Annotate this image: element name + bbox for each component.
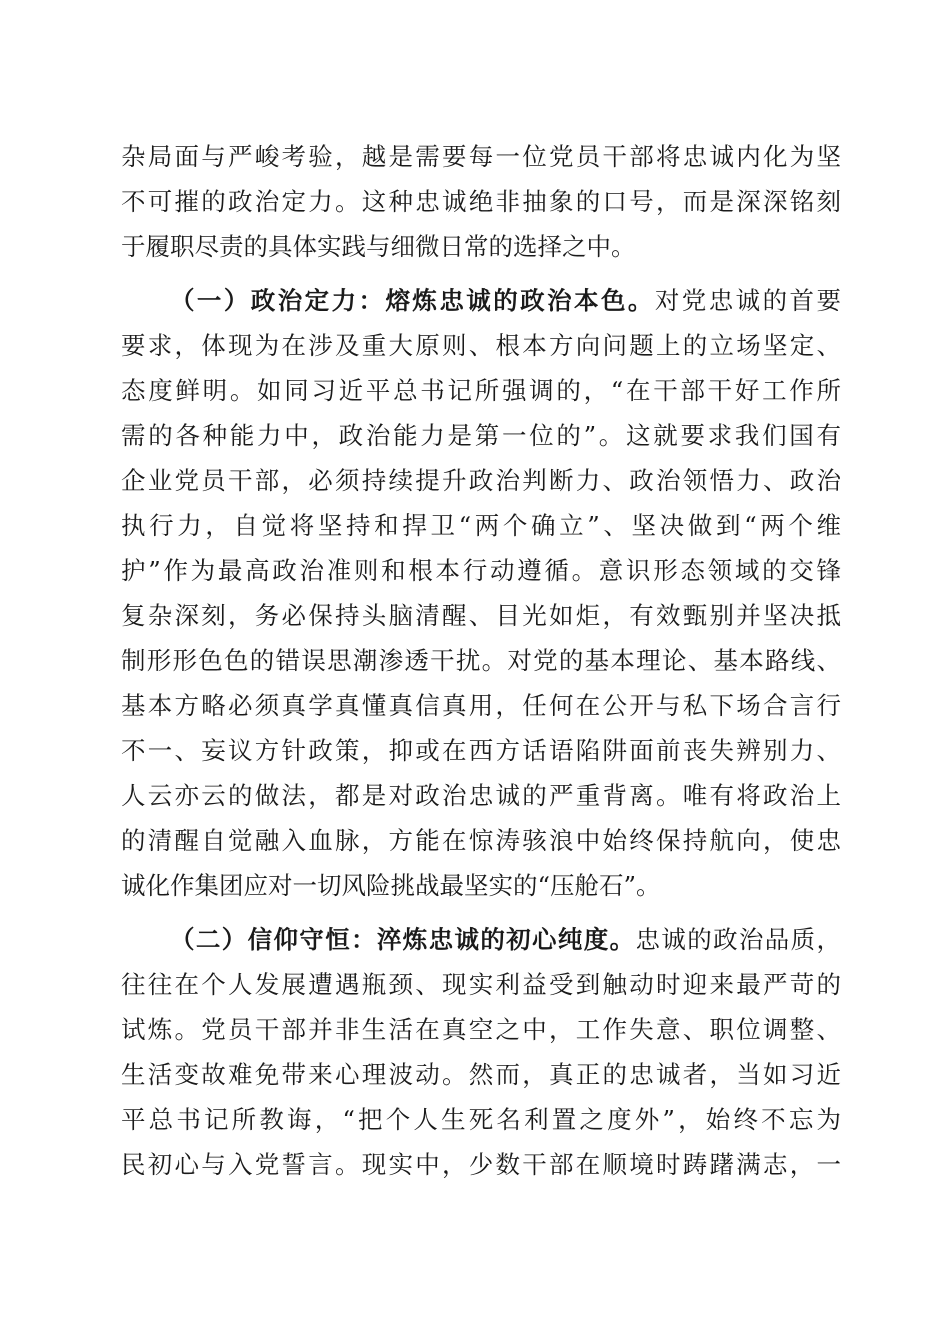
text-line: 于履职尽责的具体实践与细微日常的选择之中。 bbox=[121, 232, 636, 261]
text-line: 制形形色色的错误思潮渗透干扰。对党的基本理论、基本路线、 bbox=[121, 646, 841, 675]
text-line: 诚化作集团应对一切风险挑战最坚实的“压舱石”。 bbox=[121, 871, 661, 900]
text-line: 企业党员干部，必须持续提升政治判断力、政治领悟力、政治 bbox=[121, 466, 841, 495]
text-line: 基本方略必须真学真懂真信真用，任何在公开与私下场合言行 bbox=[121, 691, 841, 720]
text-line: 需的各种能力中，政治能力是第一位的”。这就要求我们国有 bbox=[121, 421, 841, 450]
text-line: 不可摧的政治定力。这种忠诚绝非抽象的口号，而是深深铭刻 bbox=[121, 187, 841, 216]
section-1-heading: （一）政治定力：熔炼忠诚的政治本色。 bbox=[170, 286, 655, 315]
text-span: 对党忠诚的首要 bbox=[654, 286, 841, 315]
text-line: 不一、妄议方针政策，抑或在西方话语陷阱面前丧失辨别力、 bbox=[121, 736, 841, 765]
text-line: 生活变故难免带来心理波动。然而，真正的忠诚者，当如习近 bbox=[121, 1060, 841, 1089]
text-line: 人云亦云的做法，都是对政治忠诚的严重背离。唯有将政治上 bbox=[121, 781, 841, 810]
text-line: 杂局面与严峻考验，越是需要每一位党员干部将忠诚内化为坚 bbox=[121, 142, 841, 171]
text-line: 平总书记所教诲，“把个人生死名利置之度外”，始终不忘为 bbox=[121, 1105, 841, 1134]
text-line: 的清醒自觉融入血脉，方能在惊涛骇浪中始终保持航向，使忠 bbox=[121, 826, 841, 855]
section-2-heading: （二）信仰守恒：淬炼忠诚的初心纯度。 bbox=[170, 925, 636, 954]
text-line: 试炼。党员干部并非生活在真空之中，工作失意、职位调整、 bbox=[121, 1015, 841, 1044]
text-line: 民初心与入党誓言。现实中，少数干部在顺境时踌躇满志，一 bbox=[121, 1150, 841, 1179]
text-line: 复杂深刻，务必保持头脑清醒、目光如炬，有效甄别并坚决抵 bbox=[121, 601, 841, 630]
text-line: 往往在个人发展遭遇瓶颈、现实利益受到触动时迎来最严苛的 bbox=[121, 970, 841, 999]
text-line: 执行力，自觉将坚持和捍卫“两个确立”、坚决做到“两个维 bbox=[121, 511, 841, 540]
text-line: 要求，体现为在涉及重大原则、根本方向问题上的立场坚定、 bbox=[121, 331, 841, 360]
text-span: 忠诚的政治品质， bbox=[635, 925, 842, 954]
section-2-heading-line bbox=[170, 920, 841, 960]
section-1-heading-line bbox=[170, 281, 841, 321]
text-line: 态度鲜明。如同习近平总书记所强调的，“在干部干好工作所 bbox=[121, 376, 841, 405]
text-line: 护”作为最高政治准则和根本行动遵循。意识形态领域的交锋 bbox=[121, 556, 841, 585]
